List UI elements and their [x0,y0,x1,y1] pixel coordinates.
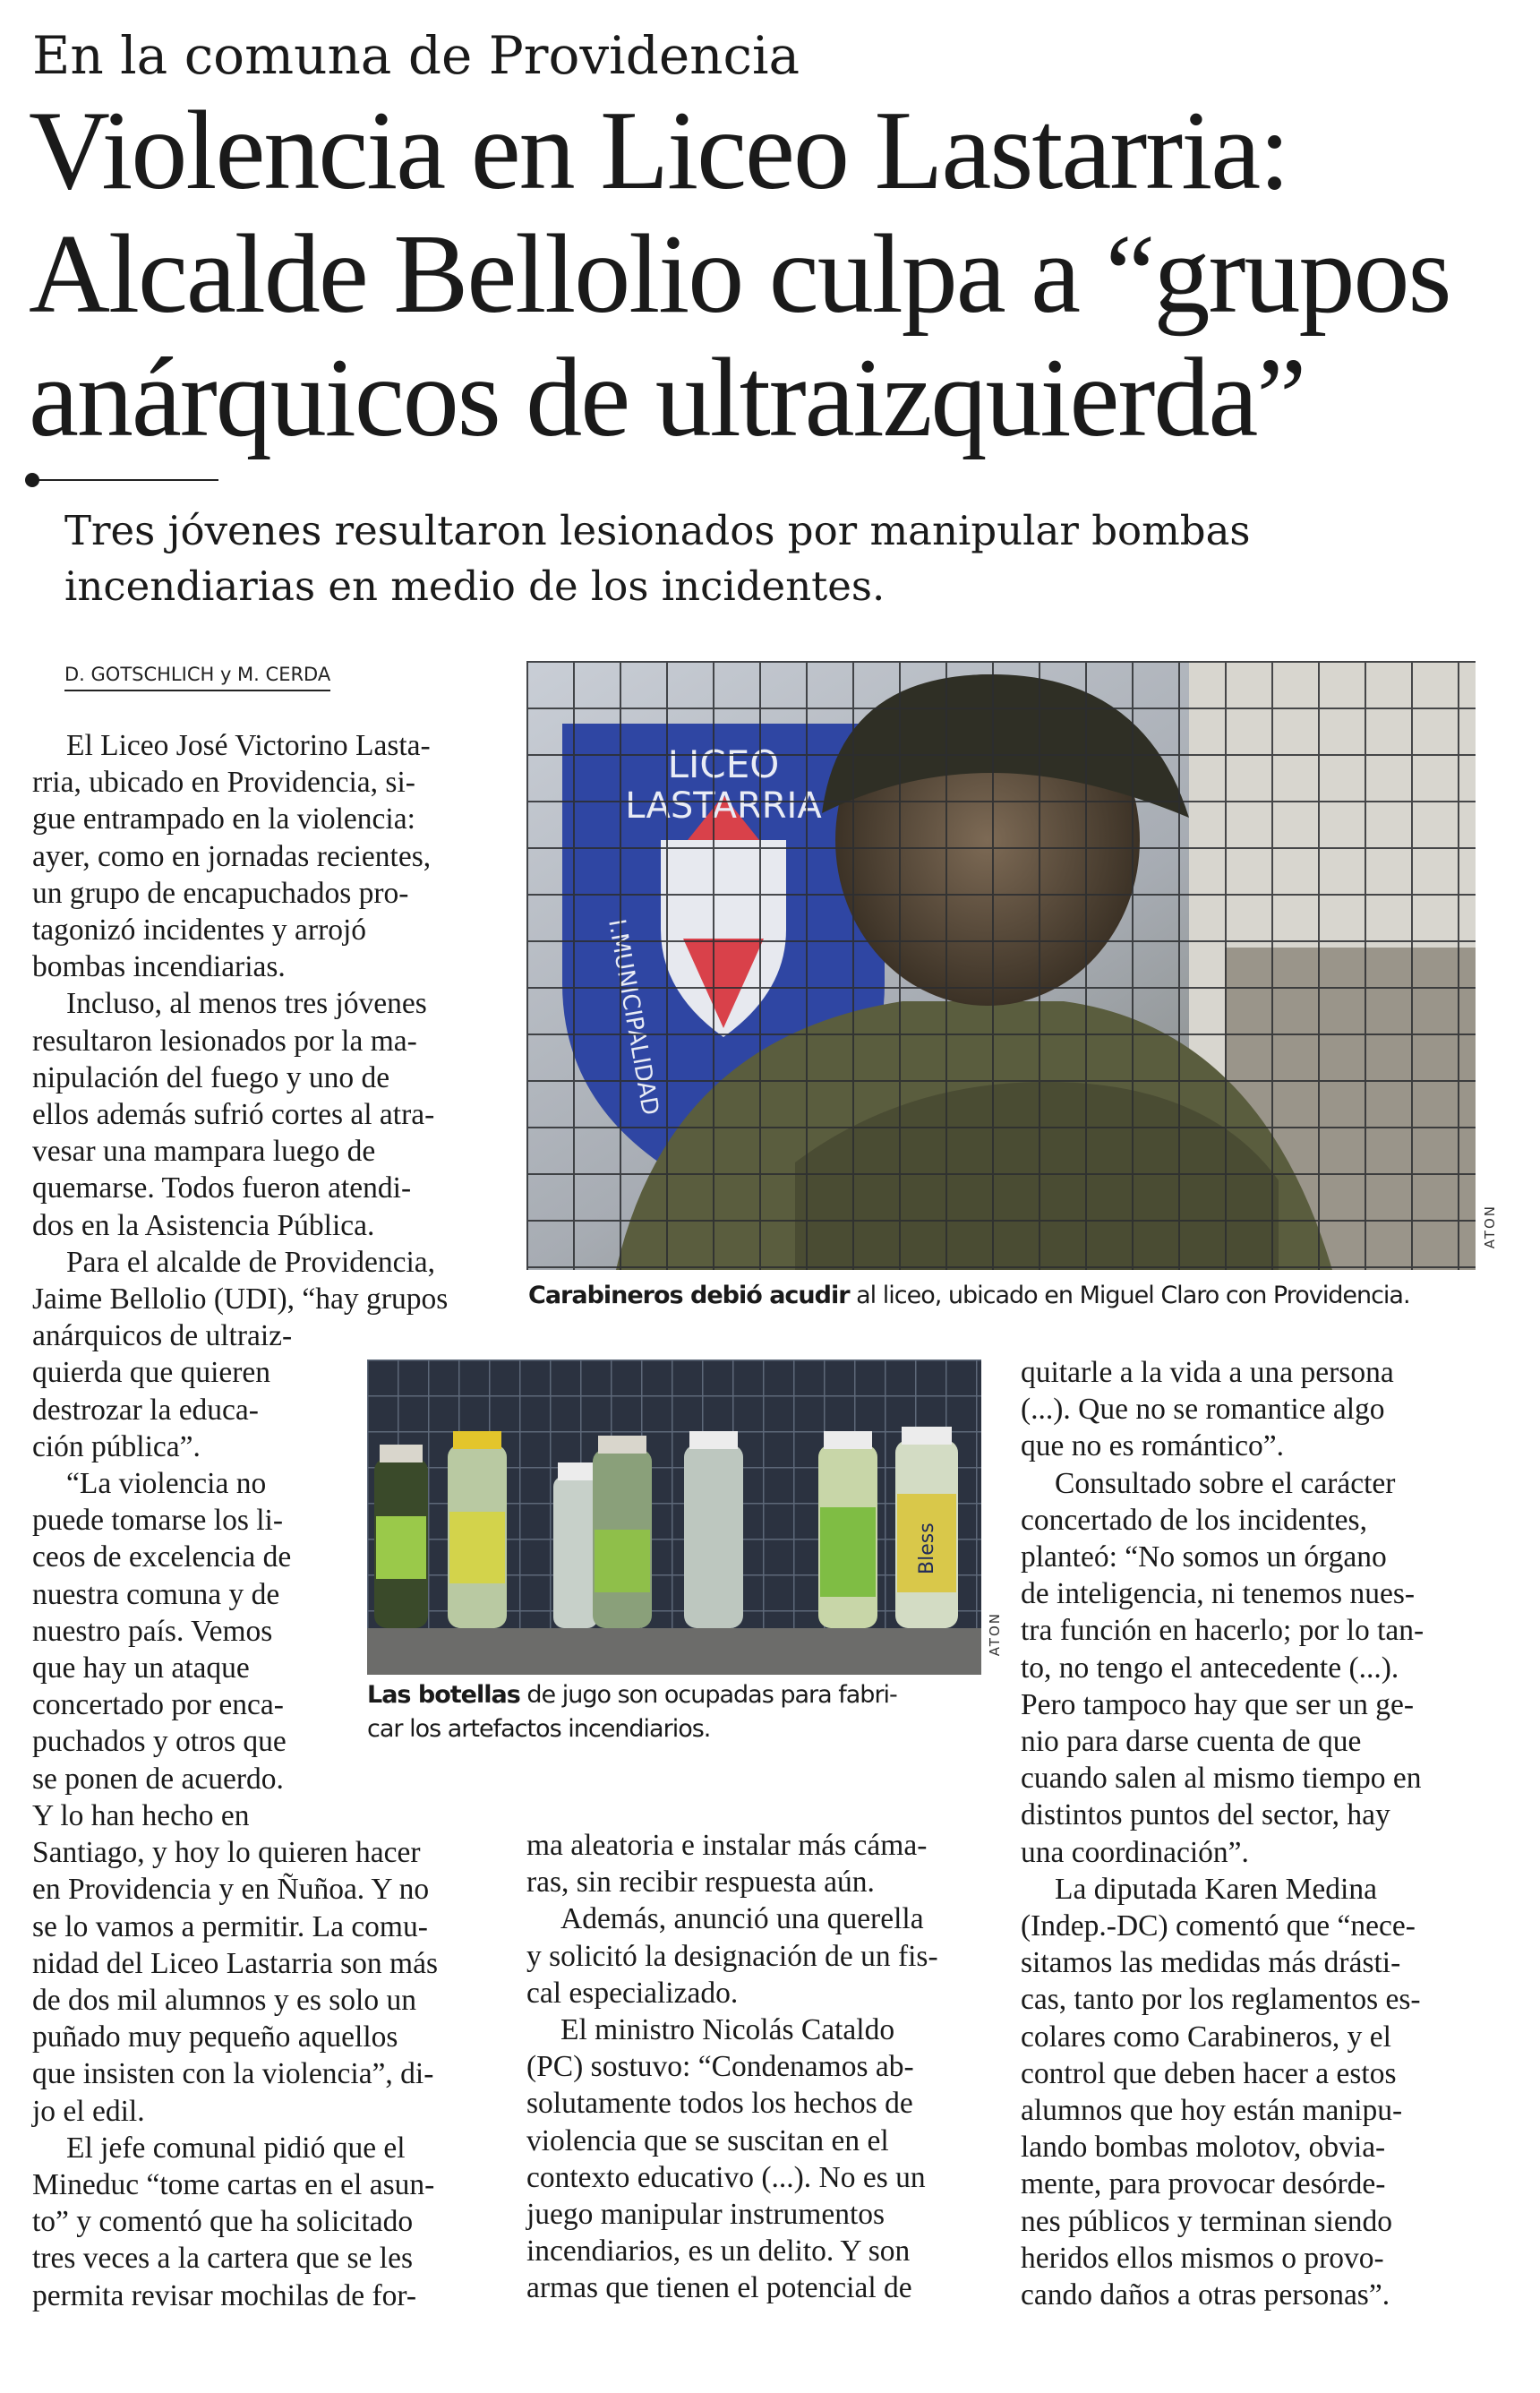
text-line: Santiago, y hoy lo quieren hacer [32,1836,421,1870]
headline-line-1: Violencia en Liceo Lastarria: [29,89,1289,213]
text-line: que insisten con la violencia”, di- [32,2057,434,2091]
text-line: tres veces a la cartera que se les [32,2242,414,2276]
text-line: nuestro país. Vemos [32,1614,273,1648]
text-line: ceos de excelencia de [32,1540,292,1574]
col2-paragraph-1 [526,1827,992,1900]
photo-main-caption-rest: al liceo, ubicado en Miguel Claro con Providencia. [849,1282,1410,1309]
text-line: distintos puntos del sector, hay [1021,1798,1390,1832]
text-line: El ministro Nicolás Cataldo [560,2013,895,2047]
text-line: se ponen de acuerdo. [32,1762,284,1796]
text-line: lando bombas molotov, obvia- [1021,2131,1386,2165]
text-line: quierda que quieren [32,1356,271,1390]
text-line: que no es romántico”. [1021,1429,1284,1463]
text-line: control que deben hacer a estos [1021,2056,1397,2090]
text-line: Además, anunció una querella [560,1902,924,1936]
text-line: El Liceo José Victorino Lasta- [66,729,431,762]
photo-bottles-credit: ATON [987,1612,1003,1657]
text-line: puchados y otros que [32,1725,287,1759]
text-line: vesar una mampara luego de [32,1135,376,1169]
text-line: una coordinación”. [1021,1835,1249,1869]
photo-bottles-caption-bold: Las botellas [367,1681,520,1709]
col1-paragraph-3 [32,1244,498,1465]
text-line: anárquicos de ultraiz- [32,1319,293,1353]
headline-line-2: Alcalde Bellolio culpa a “grupos [29,212,1450,337]
text-line: nidad del Liceo Lastarria son más [32,1946,439,1980]
text-line: alumnos que hoy están manipu- [1021,2094,1403,2128]
text-line: incendiarios, es un delito. Y son [526,2234,911,2269]
text-line: nipulación del fuego y uno de [32,1060,390,1094]
text-line: quemarse. Todos fueron atendi- [32,1171,412,1205]
text-line: gue entrampado en la violencia: [32,802,415,836]
text-line: Consultado sobre el carácter [1055,1466,1396,1500]
col3-paragraph-2 [1021,1465,1504,1871]
text-line: mente, para provocar desórde- [1021,2167,1386,2201]
text-line: concertado de los incidentes, [1021,1503,1367,1537]
article-column-3 [1021,1354,1504,2313]
text-line: un grupo de encapuchados pro- [32,876,409,910]
text-line: to” y comentó que ha solicitado [32,2205,414,2239]
col1-paragraph-2 [32,985,498,1243]
text-line: solutamente todos los hechos de [526,2087,913,2121]
subhead [64,503,1461,614]
photo-bottles-caption-line2: car los artefactos incendiarios. [367,1715,711,1743]
subhead-line-1: Tres jóvenes resultaron lesionados por manipular bombas [64,507,1251,554]
text-line: cas, tanto por los reglamentos es- [1021,1983,1421,2017]
text-line: “La violencia no [66,1467,267,1501]
text-line: puede tomarse los li- [32,1504,284,1538]
text-line: sitamos las medidas más drásti- [1021,1946,1401,1980]
text-line: dos en la Asistencia Pública. [32,1208,375,1242]
text-line: en Providencia y en Ñuñoa. Y no [32,1873,430,1907]
text-line: ellos además sufrió cortes al atra- [32,1098,435,1132]
text-line: violencia que se suscitan en el [526,2123,889,2157]
text-line: (...). Que no se romantice algo [1021,1393,1385,1427]
text-line: y solicitó la designación de un fis- [526,1939,938,1973]
photo-main-caption [528,1279,1410,1313]
kicker: En la comuna de Providencia [32,25,800,86]
photo-bottles-caption-rest: de jugo son ocupadas para fabri- [519,1681,897,1709]
text-line: bombas incendiarias. [32,950,286,984]
col2-paragraph-2 [526,1900,992,2011]
text-line: nuestra comuna y de [32,1577,280,1611]
text-line: Y lo han hecho en [32,1798,250,1832]
text-line: armas que tienen el potencial de [526,2271,912,2305]
text-line: Mineduc “tome cartas en el asun- [32,2167,435,2201]
text-line: ayer, como en jornadas recientes, [32,839,432,873]
text-line: ción pública”. [32,1429,201,1463]
subhead-line-2: incendiarias en medio de los incidentes. [64,562,886,610]
text-line: que hay un ataque [32,1651,250,1685]
text-line: de dos mil alumnos y es solo un [32,1983,416,2017]
col1-paragraph-4 [32,1465,498,2130]
byline: D. GOTSCHLICH y M. CERDA [64,661,330,691]
text-line: rria, ubicado en Providencia, si- [32,766,415,800]
text-line: tagonizó incidentes y arrojó [32,913,367,948]
headline [29,90,1515,460]
headline-line-3: anárquicos de ultraizquierda” [29,336,1305,460]
text-line: de inteligencia, ni tenemos nues- [1021,1577,1416,1611]
text-line: Para el alcalde de Providencia, [66,1245,436,1279]
col1-paragraph-5 [32,2130,498,2314]
col2-paragraph-3 [526,2011,992,2307]
text-line: Jaime Bellolio (UDI), “hay grupos [32,1282,449,1317]
text-line: (PC) sostuvo: “Condenamos ab- [526,2050,914,2084]
text-line: concertado por enca- [32,1688,284,1722]
text-line: Incluso, al menos tres jóvenes [66,987,427,1021]
divider-rule [30,479,218,481]
article-column-1 [32,727,498,2314]
text-line: heridos ellos mismos o provo- [1021,2241,1384,2275]
text-line: jo el edil. [32,2094,145,2128]
text-line: nes públicos y terminan siendo [1021,2204,1392,2238]
text-line: se lo vamos a permitir. La comu- [32,1909,428,1943]
text-line: nio para darse cuenta de que [1021,1725,1362,1759]
text-line: to, no tengo el antecedente (...). [1021,1651,1399,1685]
text-line: Pero tampoco hay que ser un ge- [1021,1687,1415,1721]
text-line: tra función en hacerlo; por lo tan- [1021,1614,1424,1648]
text-line: contexto educativo (...). No es un [526,2160,926,2194]
photo-main [526,661,1476,1270]
text-line: colares como Carabineros, y el [1021,2020,1391,2054]
col3-paragraph-1 [1021,1354,1504,1465]
text-line: cando daños a otras personas”. [1021,2278,1390,2312]
text-line: quitarle a la vida a una persona [1021,1356,1394,1389]
col3-paragraph-3 [1021,1871,1504,2313]
article-column-2 [526,1827,992,2307]
text-line: (Indep.-DC) comentó que “nece- [1021,1909,1416,1943]
col1-paragraph-1 [32,727,498,985]
photo-main-credit: ATON [1482,1205,1498,1249]
photo-main-caption-bold: Carabineros debió acudir [528,1282,850,1309]
text-line: ma aleatoria e instalar más cáma- [526,1829,928,1862]
text-line: planteó: “No somos un órgano [1021,1540,1387,1574]
text-line: cal especializado. [526,1976,739,2010]
bullet-dot [25,473,39,487]
text-line: resultaron lesionados por la ma- [32,1024,417,1058]
text-line: juego manipular instrumentos [526,2198,886,2232]
text-line: La diputada Karen Medina [1055,1872,1377,1906]
text-line: puñado muy pequeño aquellos [32,2020,398,2054]
text-line: ras, sin recibir respuesta aún. [526,1866,875,1900]
text-line: permita revisar mochilas de for- [32,2278,417,2312]
text-line: destrozar la educa- [32,1393,259,1427]
text-line: cuando salen al mismo tiempo en [1021,1762,1422,1796]
text-line: El jefe comunal pidió que el [66,2131,406,2165]
photo-main-image [526,661,1476,1270]
bottle-label-bless: Bless [916,1522,938,1574]
